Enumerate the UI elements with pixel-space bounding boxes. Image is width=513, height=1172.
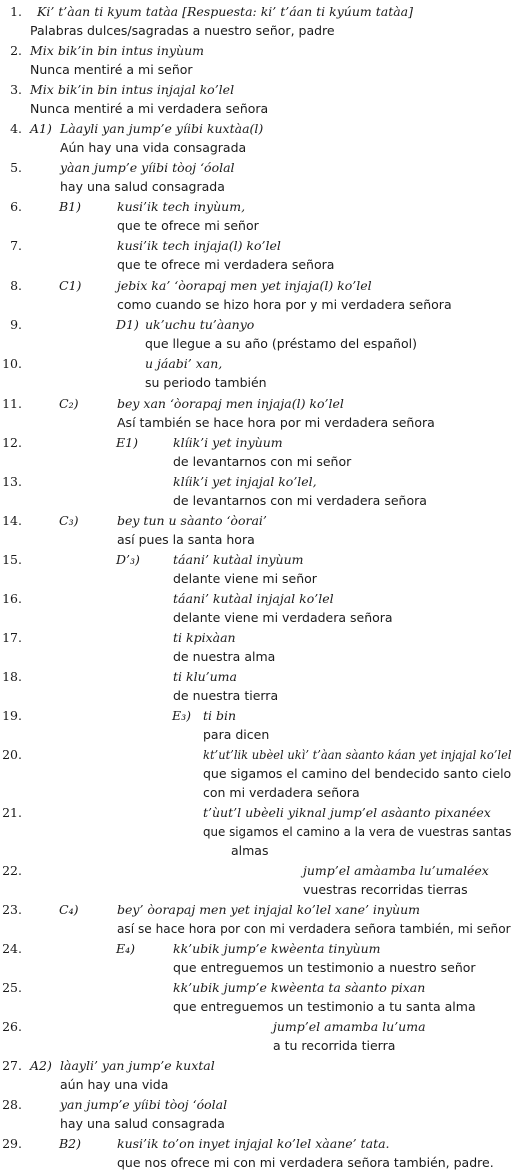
text-line <box>0 276 513 295</box>
text-line <box>0 841 513 860</box>
text-line <box>0 216 513 235</box>
maya-line: ti bin <box>203 708 237 723</box>
spanish-translation: almas <box>231 843 269 858</box>
text-line <box>0 958 513 977</box>
spanish-translation: de levantarnos con mi señor <box>173 454 352 469</box>
spanish-translation: así se hace hora por con mi verdadera señora también, mi señor <box>117 921 511 936</box>
maya-line: bey’ òorapaj men yet injajal ko’lel xane’ inyùum <box>117 902 420 917</box>
text-line <box>0 608 513 627</box>
text-line <box>0 197 513 216</box>
maya-line: yàan jump’e yíibi tòoj ‘óolal <box>60 160 235 175</box>
text-line <box>0 647 513 666</box>
text-line <box>0 939 513 958</box>
line-number: 26. <box>2 1019 22 1034</box>
spanish-translation: delante viene mi señor <box>173 571 317 586</box>
maya-line: kusi’ik tech injaja(l) ko’lel <box>117 238 281 253</box>
text-line <box>0 472 513 491</box>
text-line <box>0 725 513 744</box>
maya-line: yan jump’e yíibi tòoj ‘óolal <box>60 1097 228 1112</box>
line-number: 25. <box>2 980 22 995</box>
spanish-translation: que te ofrece mi verdadera señora <box>117 257 335 272</box>
text-line <box>0 706 513 725</box>
maya-line: Làayli yan jump’e yíibi kuxtàa(l) <box>60 121 264 136</box>
text-line <box>0 978 513 997</box>
maya-line: Mix bik’in bin intus injajal ko’lel <box>30 82 235 97</box>
spanish-translation: a tu recorrida tierra <box>273 1038 396 1053</box>
line-number: 7. <box>10 238 22 253</box>
text-line <box>0 900 513 919</box>
structure-marker: A1) <box>30 121 52 136</box>
maya-line: táani’ kutàal inyùum <box>173 552 304 567</box>
structure-marker: E₃) <box>172 708 192 723</box>
maya-line: jump’el amàamba lu’umaléex <box>303 863 489 878</box>
line-number: 2. <box>10 43 22 58</box>
spanish-translation: delante viene mi verdadera señora <box>173 610 393 625</box>
text-line <box>0 511 513 530</box>
spanish-translation: su periodo también <box>145 375 267 390</box>
spanish-translation: que entreguemos un testimonio a nuestro señor <box>173 960 476 975</box>
structure-marker: D1) <box>116 317 139 332</box>
spanish-translation: como cuando se hizo hora por y mi verdadera señora <box>117 297 452 312</box>
maya-line: u jáabi’ xan, <box>145 356 223 371</box>
structure-marker: B2) <box>59 1136 82 1151</box>
spanish-translation: que sigamos el camino a la vera de vuestras santas <box>203 824 512 839</box>
spanish-translation: para dicen <box>203 727 270 742</box>
maya-line: ti klu’uma <box>173 669 237 684</box>
spanish-translation: Nunca mentiré a mi verdadera señora <box>30 101 269 116</box>
line-number: 5. <box>10 160 22 175</box>
text-line <box>0 433 513 452</box>
spanish-translation: que nos ofrece mi con mi verdadera señora también, padre. <box>117 1155 494 1170</box>
line-number: 8. <box>10 278 22 293</box>
text-line <box>0 667 513 686</box>
text-line <box>0 803 513 822</box>
line-number: 28. <box>2 1097 22 1112</box>
spanish-translation: de levantarnos con mi verdadera señora <box>173 493 427 508</box>
text-line <box>0 550 513 569</box>
line-number: 19. <box>2 708 22 723</box>
text-line <box>0 2 513 21</box>
text-line <box>0 41 513 60</box>
text-line <box>0 745 513 764</box>
spanish-translation: Aún hay una vida consagrada <box>60 140 247 155</box>
spanish-translation: Así también se hace hora por mi verdadera señora <box>117 415 435 430</box>
text-line <box>0 1095 513 1114</box>
maya-line: bey tun u sàanto ‘òorai’ <box>117 513 267 528</box>
structure-marker: C₄) <box>59 902 79 917</box>
text-line <box>0 1114 513 1133</box>
maya-line: kusi’ik to’on inyet injajal ko’lel xàane’ tata. <box>117 1136 390 1151</box>
line-number: 15. <box>2 552 22 567</box>
spanish-translation: con mi verdadera señora <box>203 785 360 800</box>
structure-marker: B1) <box>59 199 82 214</box>
text-line <box>0 997 513 1016</box>
text-line <box>0 334 513 353</box>
text-line <box>0 491 513 510</box>
spanish-translation: que llegue a su año (préstamo del español) <box>145 336 417 351</box>
spanish-translation: Nunca mentiré a mi señor <box>30 62 193 77</box>
text-line <box>0 394 513 413</box>
maya-line: jump’el amamba lu’uma <box>273 1019 426 1034</box>
spanish-translation: que te ofrece mi señor <box>117 218 259 233</box>
maya-line: t’ùut’l ubèeli yiknal jump’el asàanto pixanéex <box>203 805 491 820</box>
text-line <box>0 373 513 392</box>
maya-line: kk’ubik jump’e kwèenta tinyùum <box>173 941 381 956</box>
text-line <box>0 783 513 802</box>
spanish-translation: aún hay una vida <box>60 1077 169 1092</box>
text-line <box>0 1134 513 1153</box>
maya-line: Ki’ t’àan ti kyum tatàa [Respuesta: ki’ t’áan ti kyúum tatàa] <box>37 4 414 19</box>
line-number: 29. <box>2 1136 22 1151</box>
spanish-translation: que entreguemos un testimonio a tu santa alma <box>173 999 476 1014</box>
maya-line: làayli’ yan jump’e kuxtal <box>60 1058 215 1073</box>
text-line <box>0 60 513 79</box>
maya-line: Mix bik’in bin intus inyùum <box>30 43 204 58</box>
line-number: 9. <box>10 317 22 332</box>
text-line <box>0 764 513 783</box>
maya-line: uk’uchu tu’àanyo <box>145 317 255 332</box>
structure-marker: A2) <box>30 1058 52 1073</box>
line-number: 13. <box>2 474 22 489</box>
text-line <box>0 354 513 373</box>
spanish-translation: hay una salud consagrada <box>60 1116 225 1131</box>
maya-line: klíik’i yet inyùum <box>173 435 283 450</box>
text-line <box>0 295 513 314</box>
spanish-translation: que sigamos el camino del bendecido santo cielo <box>203 766 512 781</box>
line-number: 18. <box>2 669 22 684</box>
line-number: 12. <box>2 435 22 450</box>
maya-line: kusi’ik tech inyùum, <box>117 199 246 214</box>
maya-line: kt’ut’lik ubèel ukì’ t’àan sàanto káan yet injajal ko’lel <box>203 747 512 762</box>
text-line <box>0 255 513 274</box>
text-line <box>0 21 513 40</box>
text-line <box>0 99 513 118</box>
text-line <box>0 1075 513 1094</box>
structure-marker: C₃) <box>59 513 79 528</box>
text-line <box>0 177 513 196</box>
maya-line: bey xan ‘òorapaj men injaja(l) ko’lel <box>117 396 344 411</box>
text-line <box>0 1036 513 1055</box>
spanish-translation: de nuestra tierra <box>173 688 279 703</box>
text-line <box>0 413 513 432</box>
spanish-translation: así pues la santa hora <box>117 532 255 547</box>
text-line <box>0 822 513 841</box>
text-line <box>0 1153 513 1172</box>
text-line <box>0 569 513 588</box>
structure-marker: D’₃) <box>116 552 140 567</box>
text-line <box>0 1017 513 1036</box>
text-line <box>0 530 513 549</box>
text-line <box>0 236 513 255</box>
text-line <box>0 315 513 334</box>
structure-marker: E1) <box>116 435 138 450</box>
text-line <box>0 452 513 471</box>
line-number: 17. <box>2 630 22 645</box>
text-line <box>0 861 513 880</box>
line-number: 21. <box>2 805 22 820</box>
line-number: 22. <box>2 863 22 878</box>
text-line <box>0 880 513 899</box>
text-line <box>0 1056 513 1075</box>
text-line <box>0 686 513 705</box>
maya-line: táani’ kutàal injajal ko’lel <box>173 591 334 606</box>
line-number: 16. <box>2 591 22 606</box>
spanish-translation: vuestras recorridas tierras <box>303 882 468 897</box>
line-number: 23. <box>2 902 22 917</box>
structure-marker: C1) <box>59 278 82 293</box>
line-number: 27. <box>2 1058 22 1073</box>
maya-line: klíik’i yet injajal ko’lel, <box>173 474 317 489</box>
text-line <box>0 919 513 938</box>
maya-line: kk’ubik jump’e kwèenta ta sàanto pixan <box>173 980 426 995</box>
text-line <box>0 158 513 177</box>
line-number: 6. <box>10 199 22 214</box>
line-number: 11. <box>2 396 22 411</box>
structure-marker: C₂) <box>59 396 79 411</box>
maya-line: jebix ka’ ‘òorapaj men yet injaja(l) ko’lel <box>117 278 372 293</box>
structure-marker: E₄) <box>116 941 136 956</box>
text-line <box>0 119 513 138</box>
line-number: 4. <box>10 121 22 136</box>
spanish-translation: Palabras dulces/sagradas a nuestro señor, padre <box>30 23 335 38</box>
maya-line: ti kpixàan <box>173 630 236 645</box>
text-line <box>0 80 513 99</box>
line-number: 1. <box>10 4 22 19</box>
line-number: 24. <box>2 941 22 956</box>
line-number: 20. <box>2 747 22 762</box>
text-line <box>0 138 513 157</box>
line-number: 10. <box>2 356 22 371</box>
spanish-translation: de nuestra alma <box>173 649 276 664</box>
line-number: 14. <box>2 513 22 528</box>
spanish-translation: hay una salud consagrada <box>60 179 225 194</box>
text-line <box>0 589 513 608</box>
text-line <box>0 628 513 647</box>
line-number: 3. <box>10 82 22 97</box>
